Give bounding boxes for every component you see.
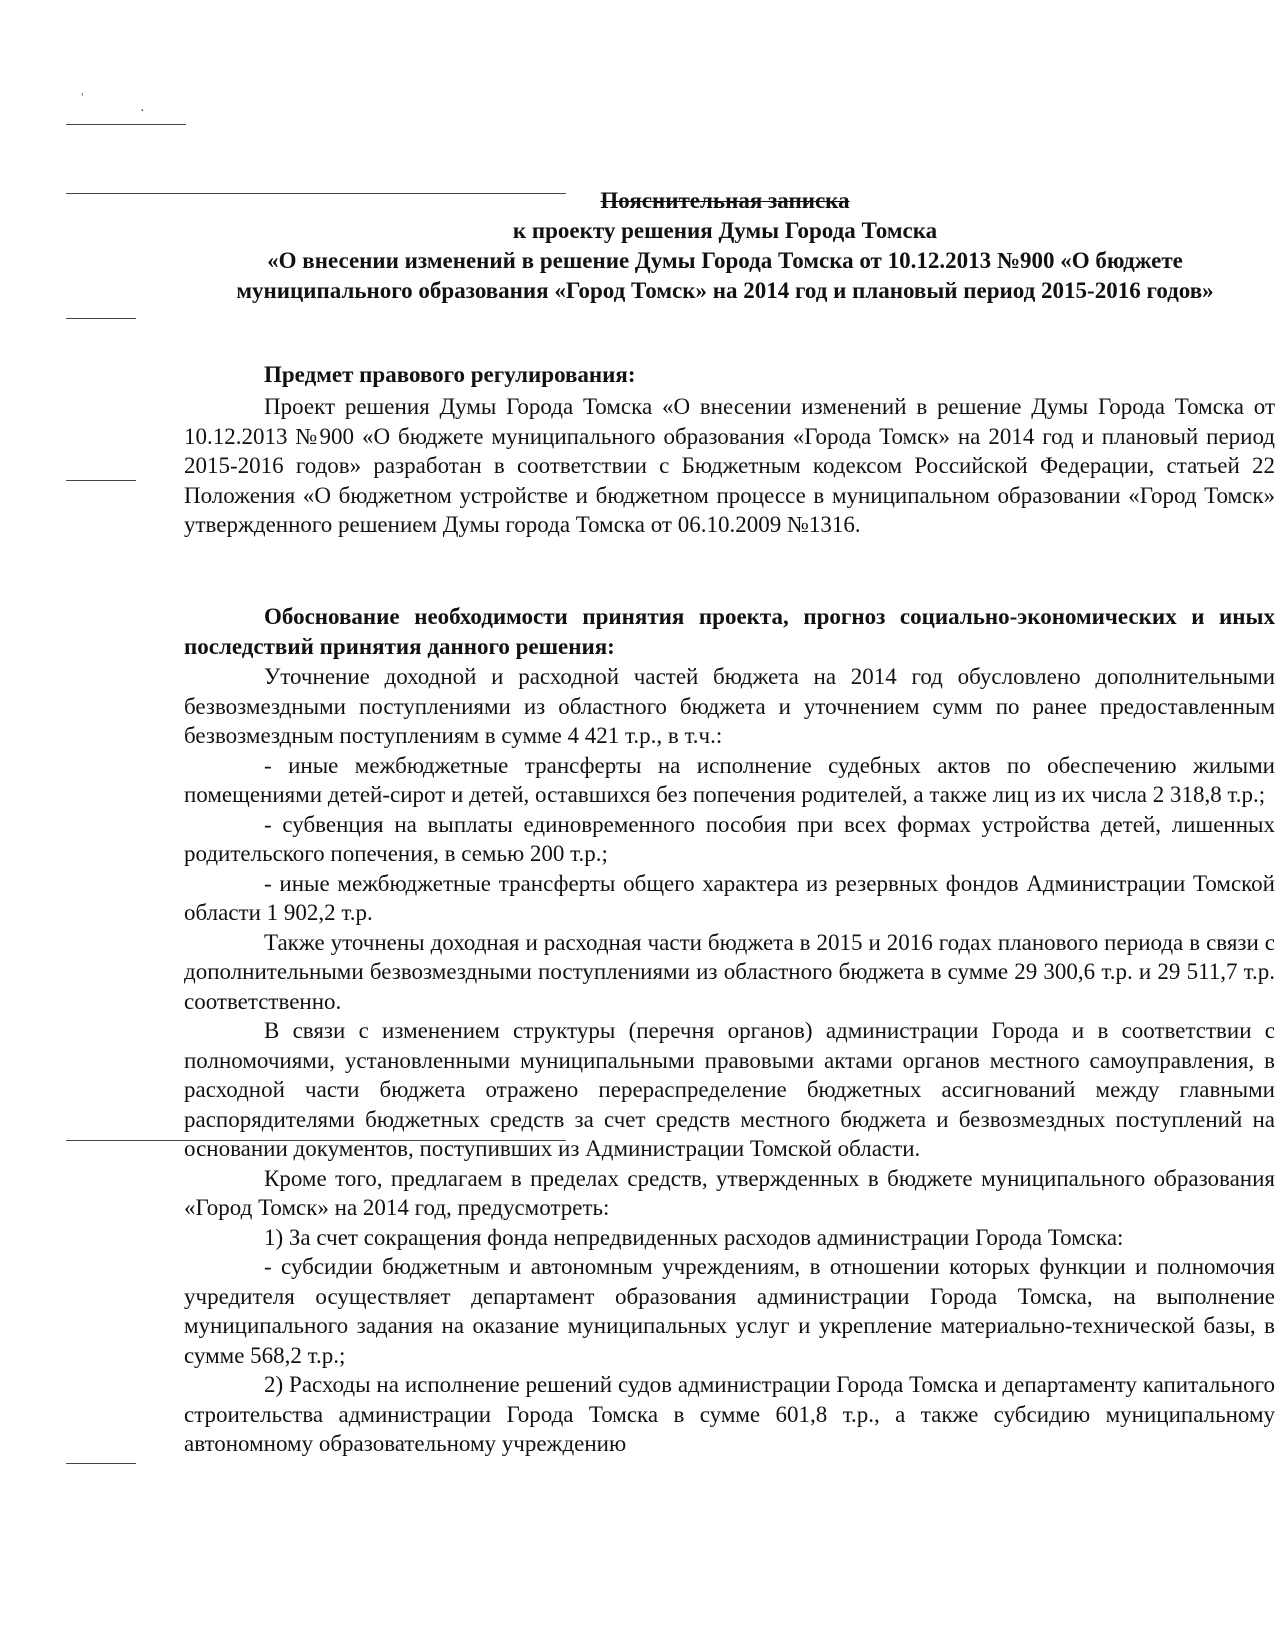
paragraph: - субвенция на выплаты единовременного пособия при всех формах устройства детей, лишенных родительского попечения, в семью 200 т.р.; [184,811,1275,866]
paragraph: - субсидии бюджетным и автономным учреждениям, в отношении которых функции и полномочия учредителя осуществляет департамент образования администрации Города Томска, на выполнение муниципального задания на оказание муниципальных услуг и укрепление материально-технической базы, в сумме 568,2 т.р.; [184,1254,1275,1368]
paragraph: - иные межбюджетные трансферты общего характера из резервных фондов Администрации Томской области 1 902,2 т.р. [184,870,1275,925]
section-title-justification: Обоснование необходимости принятия проекта, прогноз социально-экономических и иных последствий принятия данного решения: [184,604,1275,659]
margin-mark [66,318,136,319]
paragraph: 2) Расходы на исполнение решений судов администрации Города Томска и департаменту капитального строительства администрации Города Томска в сумме 601,8 т.р., а также субсидию муниципальному автономному образовательному учреждению [184,1372,1275,1456]
margin-mark [66,480,136,481]
heading-subtitle: к проекту решения Думы Города Томска [512,218,938,243]
paragraph: Кроме того, предлагаем в пределах средств, утвержденных в бюджете муниципального образования «Город Томск» на 2014 год, предусмотреть: [184,1165,1275,1220]
paragraph: В связи с изменением структуры (перечня органов) администрации Города и в соответствии с полномочиями, установленными муниципальными правовыми актами органов местного самоуправления, в расходной части бюджета отражено перераспределение бюджетных ассигнований между главными распорядителями бюджетных средств за счет средств местного бюджета и безвозмездных поступлений на основании документов, поступивших из Администрации Томской области. [184,1018,1275,1161]
paragraph: 1) За счет сокращения фонда непредвиденных расходов администрации Города Томска: [264,1224,1124,1250]
heading-subject: «О внесении изменений в решение Думы Города Томска от 10.12.2013 №900 «О бюджете муниципального образования «Город Томск» на 2014 год и плановый период 2015-2016 годов» [236,248,1214,303]
paragraph: Уточнение доходной и расходной частей бюджета на 2014 год обусловлено дополнительными безвозмездными поступлениями из областного бюджета и уточнением сумм по ранее предоставленным безвозмездным поступлениям в сумме 4 421 т.р., в т.ч.: [184,664,1275,748]
paragraph: - иные межбюджетные трансферты на исполнение судебных актов по обеспечению жилыми помещениями детей-сирот и детей, оставшихся без попечения родителей, а также лиц из их числа 2 318,8 т.р.; [184,752,1275,807]
section-text-regulation: Проект решения Думы Города Томска «О внесении изменений в решение Думы Города Томска от 10.12.2013 №900 «О бюджете муниципального образования «Города Томск» на 2014 год и плановый период 2015-2016 годов» разработан в соответствии с Бюджетным кодексом Российской Федерации, статьей 22 Положения «О бюджетном устройстве и бюджетном процессе в муниципальном образовании «Город Томск» утвержденного решением Думы города Томска от 06.10.2009 №1316. [184,394,1275,537]
section-title-regulation: Предмет правового регулирования: [264,362,636,387]
heading-title: Пояснительная записка [600,188,850,213]
margin-mark [66,124,186,125]
scan-speck: ʾ [80,92,85,107]
body-paragraphs [184,662,1275,1459]
document-heading [180,186,1270,306]
scan-speck: · [140,104,145,119]
paragraph: Также уточнены доходная и расходная части бюджета в 2015 и 2016 годах планового периода в связи с дополнительными безвозмездными поступлениями из областного бюджета в сумме 29 300,6 т.р. и 29 511,7 т.р. соответственно. [184,929,1275,1014]
margin-mark [66,1463,136,1464]
